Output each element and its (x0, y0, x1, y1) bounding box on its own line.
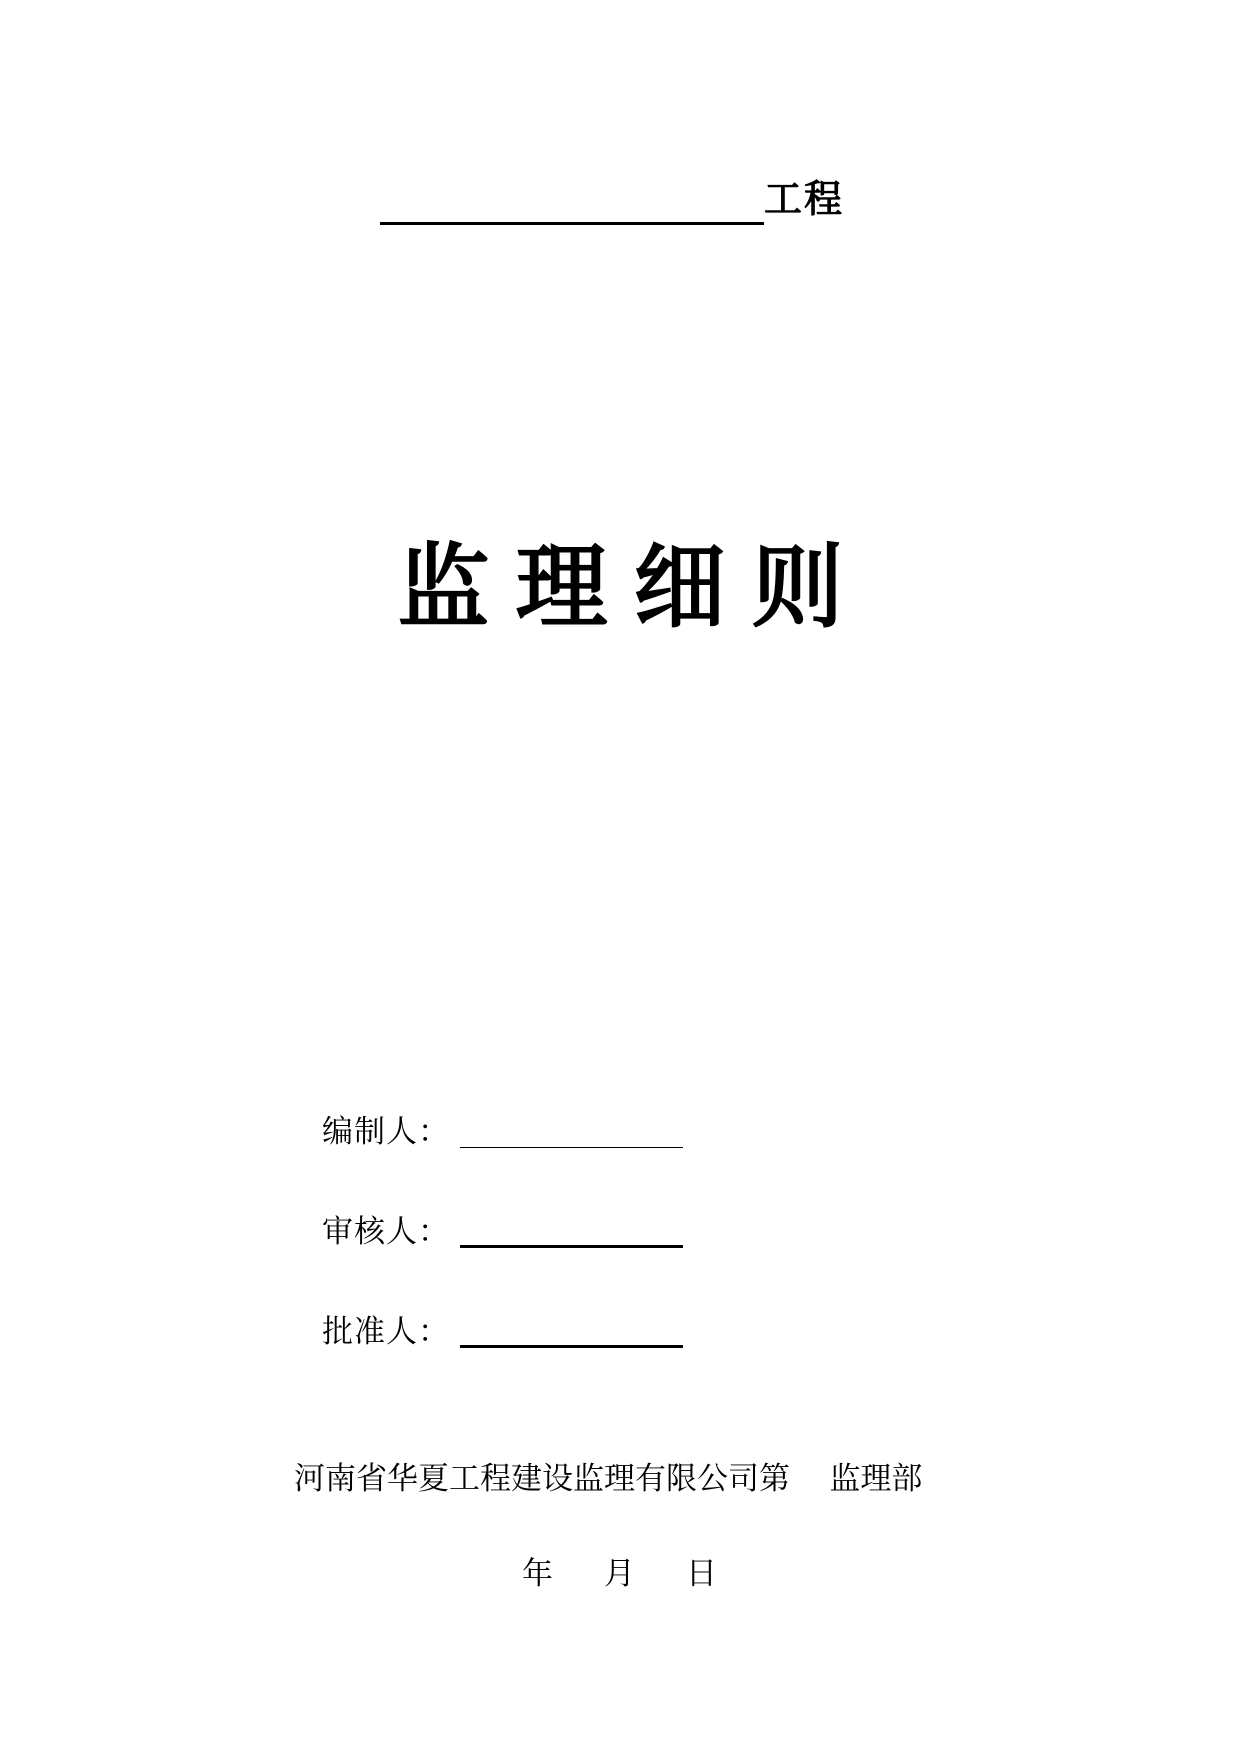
date-month: 月 (604, 1556, 635, 1592)
approver-signature-line (460, 1345, 683, 1348)
document-title: 监理细则 (397, 533, 870, 641)
approver-colon: ： (418, 1314, 449, 1350)
compiler-signature-line (460, 1147, 683, 1148)
reviewer-label: 审核人 (322, 1214, 418, 1250)
organization-prefix: 河南省华夏工程建设监理有限公司第 (294, 1461, 790, 1497)
compiler-colon: ： (418, 1114, 449, 1150)
reviewer-colon: ： (418, 1214, 449, 1250)
organization-name (294, 1458, 922, 1500)
signature-row-approver (322, 1308, 683, 1352)
organization-suffix: 监理部 (829, 1461, 923, 1497)
signature-row-reviewer (322, 1208, 683, 1252)
project-suffix: 工程 (764, 177, 845, 221)
reviewer-signature-line (460, 1245, 683, 1248)
date-day: 日 (686, 1556, 717, 1592)
signature-row-compiler (322, 1108, 683, 1152)
project-name-blank-line (380, 222, 764, 225)
compiler-label: 编制人 (322, 1114, 418, 1150)
approver-label: 批准人 (322, 1314, 418, 1350)
date-year: 年 (522, 1556, 553, 1592)
date-line (522, 1553, 717, 1595)
